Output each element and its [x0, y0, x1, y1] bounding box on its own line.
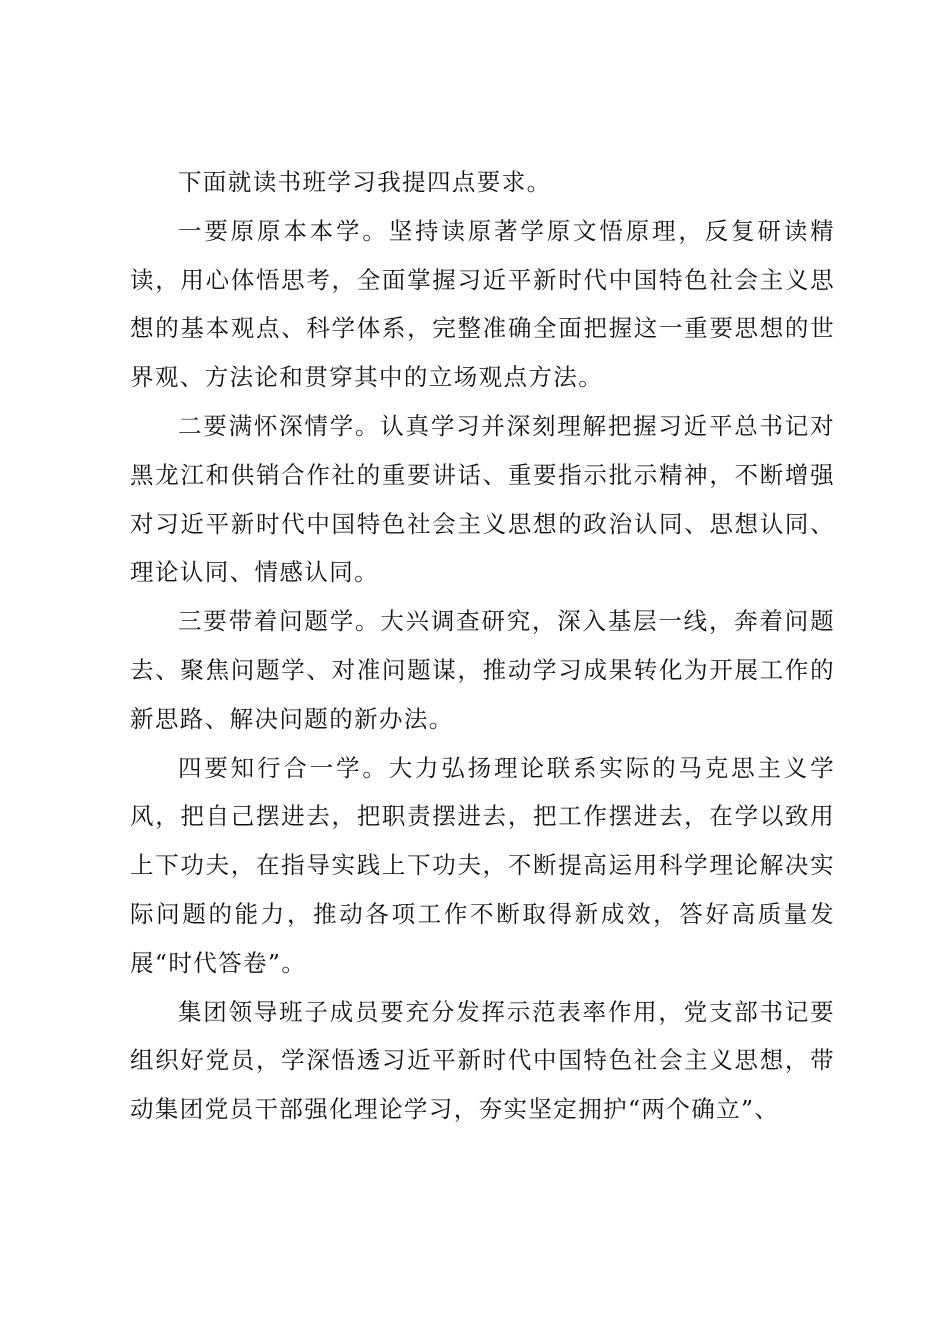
paragraph-requirement-2: 二要满怀深情学。认真学习并深刻理解把握习近平总书记对黑龙江和供销合作社的重要讲话、重要指示批示精神，不断增强对习近平新时代中国特色社会主义思想的政治认同、思想认同、理论认同、情感认同。 [130, 411, 835, 587]
document-body [130, 158, 835, 1134]
paragraph-requirement-3: 三要带着问题学。大兴调查研究，深入基层一线，奔着问题去、聚焦问题学、对准问题谋，推动学习成果转化为开展工作的新思路、解决问题的新办法。 [130, 607, 835, 733]
paragraph-requirement-4: 四要知行合一学。大力弘扬理论联系实际的马克思主义学风，把自己摆进去，把职责摆进去，把工作摆进去，在学以致用上下功夫，在指导实践上下功夫，不断提高运用科学理论解决实际问题的能力，推动各项工作不断取得新成效，答好高质量发展“时代答卷”。 [130, 753, 835, 977]
paragraph-leadership: 集团领导班子成员要充分发挥示范表率作用，党支部书记要组织好党员，学深悟透习近平新时代中国特色社会主义思想，带动集团党员干部强化理论学习，夯实坚定拥护“两个确立”、 [130, 997, 835, 1124]
paragraph-intro: 下面就读书班学习我提四点要求。 [178, 168, 552, 196]
paragraph-requirement-1: 一要原原本本学。坚持读原著学原文悟原理，反复研读精读，用心体悟思考，全面掌握习近平新时代中国特色社会主义思想的基本观点、科学体系，完整准确全面把握这一重要思想的世界观、方法论和贯穿其中的立场观点方法。 [130, 216, 835, 392]
